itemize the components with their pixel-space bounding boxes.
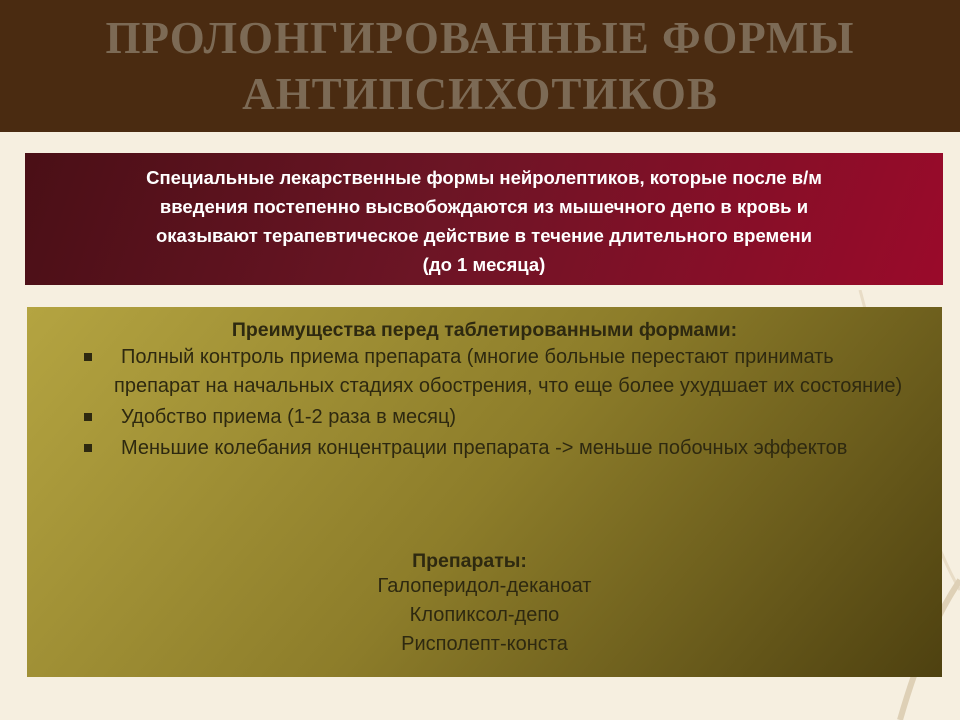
definition-line-4: (до 1 месяца) (422, 254, 546, 275)
drug-item: Клопиксол-депо (409, 604, 560, 626)
square-bullet-icon (84, 444, 92, 452)
advantages-list (114, 343, 904, 463)
definition-line-2: введения постепенно высвобождаются из мышечного депо в кровь и (159, 196, 809, 217)
slide-title-line-1: ПРОЛОНГИРОВАННЫЕ ФОРМЫ (105, 13, 855, 63)
advantages-heading: Преимущества перед таблетированными формами: (231, 319, 738, 341)
title-bar (0, 0, 960, 132)
advantage-item (114, 403, 904, 432)
square-bullet-icon (84, 353, 92, 361)
advantage-text: Удобство приема (1-2 раза в месяц) (121, 406, 457, 428)
slide-title (30, 10, 930, 122)
definition-line-1: Специальные лекарственные формы нейролептиков, которые после в/м (146, 167, 822, 188)
square-bullet-icon (84, 413, 92, 421)
drugs-heading: Препараты: (412, 550, 527, 572)
advantage-item (114, 434, 904, 463)
drug-item: Рисполепт-конста (401, 633, 568, 655)
advantages-box (27, 307, 942, 677)
advantage-text: Полный контроль приема препарата (многие больные перестают принимать препарат на начальных стадиях обострения, что еще более ухудшает их состояние) (114, 346, 903, 397)
advantage-text: Меньшие колебания концентрации препарата -> меньше побочных эффектов (121, 437, 848, 459)
advantage-item (114, 343, 904, 401)
definition-line-3: оказывают терапевтическое действие в течение длительного времени (155, 225, 813, 246)
slide-title-line-2: АНТИПСИХОТИКОВ (242, 69, 718, 119)
drug-item: Галоперидол-деканоат (377, 575, 592, 597)
definition-box (25, 153, 943, 285)
